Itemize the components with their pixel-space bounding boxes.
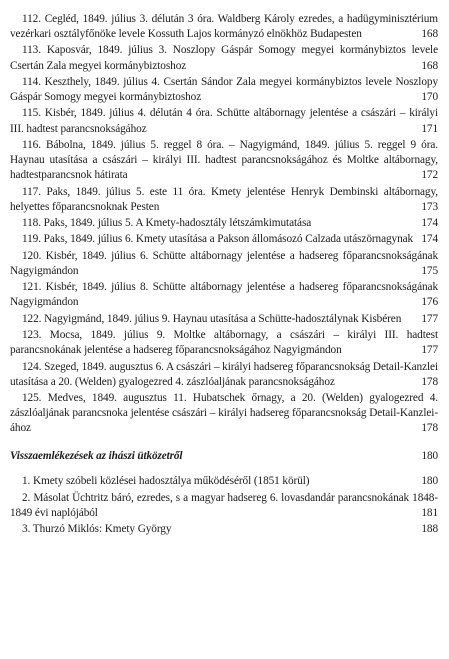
entry-text: 118. Paks, 1849. július 5. A Kmety-hadosztály létszámkimutatása: [22, 217, 312, 229]
page-number: 175: [421, 264, 438, 277]
memoir-entry: [10, 474, 438, 489]
toc-entry: [10, 280, 438, 310]
toc-entry: [10, 328, 438, 358]
page-number: 177: [421, 312, 438, 325]
toc-entry: [10, 43, 438, 73]
page-number: 172: [421, 169, 438, 182]
entry-text: 121. Kisbér, 1849. július 8. Schütte altábornagy jelentése a hadsereg főparancsnokságának Nagyigmándon: [10, 281, 438, 309]
toc-entry: [10, 75, 438, 105]
toc-entry: [10, 232, 438, 247]
memoir-entry: [10, 491, 438, 521]
page-number: 177: [421, 344, 438, 357]
entry-text: 120. Kisbér, 1849. július 6. Schütte altábornagy jelentése a hadsereg főparancsnokságának Nagyigmándon: [10, 249, 438, 277]
entry-text: 1. Kmety szóbeli közlései hadosztálya működéséről (1851 körül): [22, 475, 310, 488]
page-number: 180: [421, 475, 438, 488]
toc-entry: [10, 312, 438, 327]
page-number: 178: [421, 422, 438, 435]
entry-text: 124. Szeged, 1849. augusztus 6. A császári – királyi hadsereg főparancsnokság Detail-Kanzlei utasítása a 20. (Welden) gyalogezred 4. zászlóaljának parancsnokságához: [10, 360, 438, 388]
memoir-list: [10, 474, 438, 537]
entry-text: 113. Kaposvár, 1849. július 3. Noszlopy Gáspár Somogy megyei kormánybiztos levele Csertán Zala megyei kormánybiztoshoz: [10, 44, 438, 72]
entry-text: 123. Mocsa, 1849. július 9. Moltke altábornagy, a császári – királyi III. hadtest parancsnokának jelentése a hadsereg főparancsnokságához Nagyigmándon: [10, 329, 438, 357]
memoir-entry: [10, 522, 438, 537]
entry-text: 122. Nagyigmánd, 1849. július 9. Haynau utasítása a Schütte-hadosztálynak Kisbéren: [22, 312, 402, 325]
page-number: 178: [421, 375, 438, 388]
entry-text: 112. Cegléd, 1849. július 3. délután 3 óra. Waldberg Károly ezredes, a hadügyminisztérium vezérkari osztályfőnöke levele Kossuth Lajos kormányzó elnökhöz Budapesten: [10, 13, 438, 41]
toc-entry: [10, 106, 438, 136]
toc-entry: [10, 249, 438, 279]
section-page-number: 180: [421, 450, 438, 463]
toc-entry: [10, 216, 438, 231]
page-number: 168: [421, 59, 438, 72]
table-of-contents: [10, 12, 438, 539]
entry-text: 125. Medves, 1849. augusztus 11. Hubatschek őrnagy, a 20. (Welden) gyalogezred 4. zászlóaljának parancsnoka jelentése császári – királyi hadsereg főparancsnokság Detail-Kanzlei-ához: [10, 392, 438, 435]
section-heading: [10, 449, 438, 464]
entry-text: 119. Paks, 1849. július 6. Kmety utasítása a Pakson állomásozó Calzada utászörnagynak: [22, 233, 414, 246]
document-list: [10, 12, 438, 436]
toc-entry: [10, 391, 438, 436]
section-title: Visszaemlékezések az ihászi ütközetről: [10, 450, 183, 463]
page-number: 173: [421, 200, 438, 213]
entry-text: 117. Paks, 1849. július 5. este 11 óra. Kmety jelentése Henryk Dembinski altábornagy, helyettes főparancsnoknak Pesten: [10, 185, 438, 213]
page-number: 181: [421, 506, 438, 519]
entry-text: 115. Kisbér, 1849. július 4. délután 4 óra. Schütte altábornagy jelentése a császári – királyi III. hadtest parancsnokságához: [10, 107, 438, 135]
entry-text: 114. Keszthely, 1849. július 4. Csertán Sándor Zala megyei kormánybiztos levele Noszlopy Gáspár Somogy megyei kormánybiztoshoz: [10, 75, 438, 104]
toc-entry: [10, 12, 438, 42]
page-number: 170: [421, 91, 438, 104]
page-number: 176: [421, 296, 438, 309]
page-number: 171: [421, 122, 438, 135]
entry-text: 2. Másolat Üchtritz báró, ezredes, s a magyar hadsereg 6. lovasdandár parancsnokának 1848-1849 évi naplójából: [10, 491, 438, 519]
page-number: 188: [421, 523, 438, 536]
entry-text: 116. Bábolna, 1849. július 5. reggel 8 óra. – Nagyigmánd, 1849. július 5. reggel 9 óra. Haynau utasítása a császári – királyi III. hadtest parancsnokságához és Moltke altábornagy, hadtestparancsnok hátirata: [10, 138, 438, 182]
toc-entry: [10, 360, 438, 390]
toc-entry: [10, 185, 438, 215]
toc-entry: [10, 138, 438, 183]
page-number: 174: [421, 233, 438, 246]
page-number: 168: [421, 28, 438, 41]
page-number: 174: [421, 217, 438, 229]
entry-text: 3. Thurzó Miklós: Kmety György: [22, 523, 172, 536]
